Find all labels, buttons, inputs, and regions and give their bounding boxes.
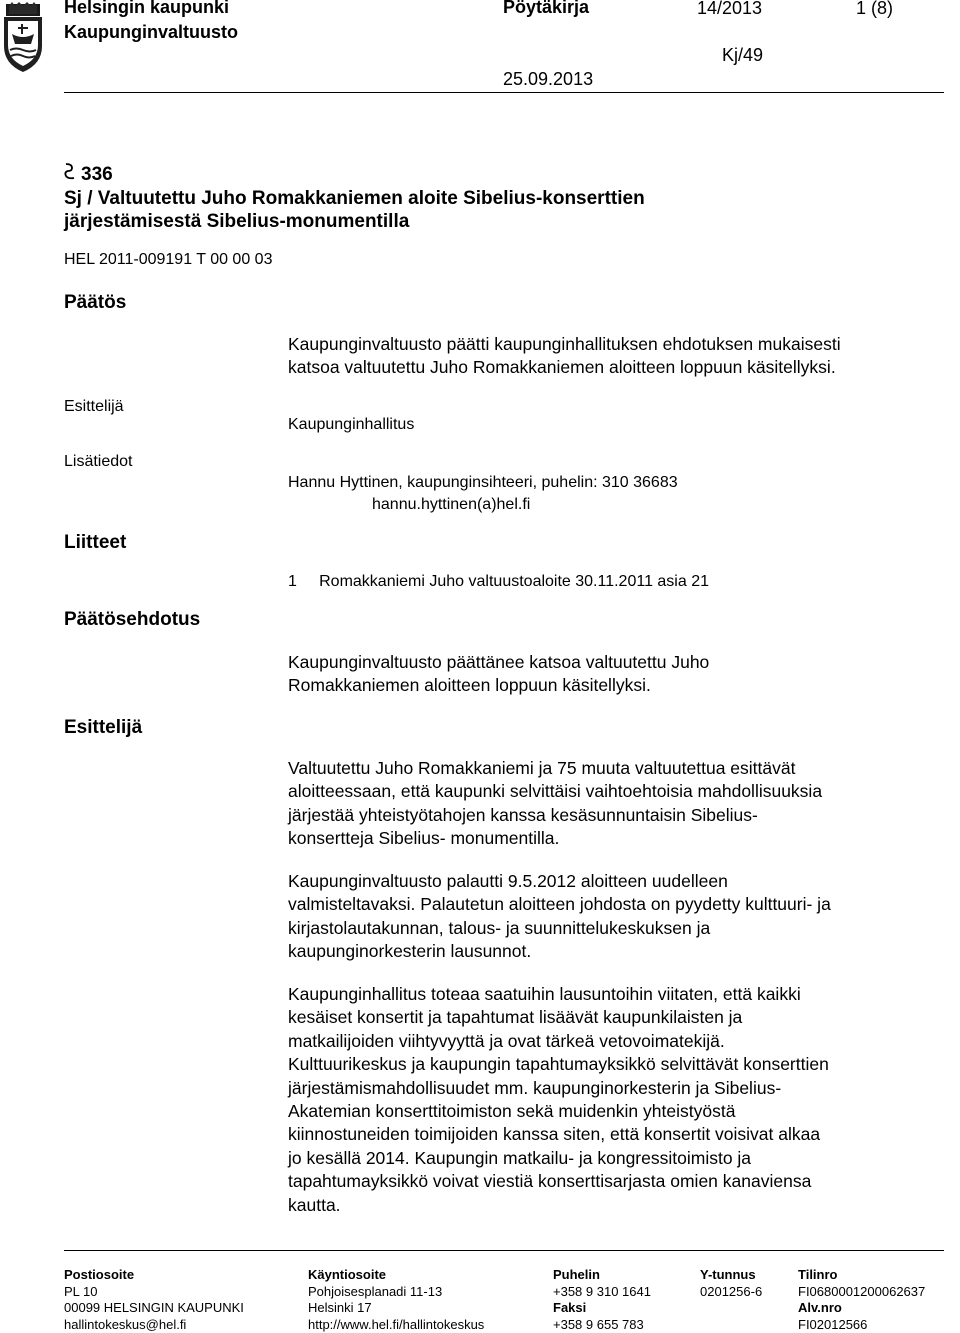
footer-value: +358 9 310 1641 xyxy=(553,1284,651,1301)
presenter-name: Kaupunginhallitus xyxy=(288,416,414,434)
body-line: kaupunginorkesterin lausunnot. xyxy=(288,940,948,963)
footer-label: Puhelin xyxy=(553,1267,651,1284)
org-name: Helsingin kaupunki xyxy=(64,0,229,18)
footer-label: Käyntiosoite xyxy=(308,1267,484,1284)
body-line: järjestämismahdollisuudet mm. kaupunginorkesterin ja Sibelius- xyxy=(288,1077,948,1100)
footer-email-link[interactable]: hallintokeskus@hel.fi xyxy=(64,1317,244,1333)
presenter-heading: Esittelijä xyxy=(64,717,142,739)
body-paragraph-1 xyxy=(288,757,948,851)
proposal-text-line: Romakkaniemen aloitteen loppuun käsitellyksi. xyxy=(288,674,948,697)
proposal-text-line: Kaupunginvaltuusto päättänee katsoa valtuutettu Juho xyxy=(288,651,948,674)
footer-postal xyxy=(64,1267,244,1333)
attachment-link[interactable]: 1 Romakkaniemi Juho valtuustoaloite 30.11.2011 asia 21 xyxy=(288,573,709,591)
footer-value: +358 9 655 783 xyxy=(553,1317,651,1333)
body-paragraph-2 xyxy=(288,870,948,964)
footer-label: Alv.nro xyxy=(798,1300,925,1317)
body-line: aloitteessaan, että kaupunki selvittäisi vaihtoehtoisia mahdollisuuksia xyxy=(288,780,948,803)
item-title-line-1: Sj / Valtuutettu Juho Romakkaniemen aloite Sibelius-konserttien xyxy=(64,188,645,210)
body-line: Kaupunginvaltuusto palautti 9.5.2012 aloitteen uudelleen xyxy=(288,870,948,893)
attachments-heading: Liitteet xyxy=(64,532,126,554)
footer-account xyxy=(798,1267,925,1333)
decision-text-line: katsoa valtuutettu Juho Romakkaniemen aloitteen loppuun käsitellyksi. xyxy=(288,356,948,379)
footer-value: FI0680001200062637 xyxy=(798,1284,925,1301)
decision-heading: Päätös xyxy=(64,292,126,314)
footer-website-link[interactable]: http://www.hel.fi/hallintokeskus xyxy=(308,1317,484,1333)
body-line: jo kesällä 2014. Kaupungin matkailu- ja kongressitoimisto ja xyxy=(288,1147,948,1170)
body-line: valmisteltavaksi. Palautetun aloitteen johdosta on pyydetty kulttuuri- ja xyxy=(288,893,948,916)
section-marker-icon xyxy=(64,162,76,180)
body-line: Akatemian konserttitoimiston sekä muidenkin yhteistyöstä xyxy=(288,1100,948,1123)
body-line: kautta. xyxy=(288,1194,948,1217)
body-line: Kaupunginhallitus toteaa saatuihin lausuntoihin viitaten, että kaikki xyxy=(288,983,948,1006)
proposal-text xyxy=(288,651,948,698)
footer-value: 0201256-6 xyxy=(700,1284,762,1301)
item-title-line-2: järjestämisestä Sibelius-monumentilla xyxy=(64,211,409,233)
decision-text-line: Kaupunginvaltuusto päätti kaupunginhallituksen ehdotuksen mukaisesti xyxy=(288,333,948,356)
footer-business-id xyxy=(700,1267,762,1300)
meeting-date: 25.09.2013 xyxy=(503,69,593,90)
footer-label: Faksi xyxy=(553,1300,651,1317)
footer-visiting xyxy=(308,1267,484,1333)
decision-text xyxy=(288,333,948,380)
info-label: Lisätiedot xyxy=(64,453,133,471)
body-line: kirjastolautakunnan, talous- ja suunnittelukeskuksen ja xyxy=(288,917,948,940)
body-line: matkailijoiden viihtyvyyttä ja ovat tärkeä vetovoimatekijä. xyxy=(288,1030,948,1053)
footer-value: Pohjoisesplanadi 11-13 xyxy=(308,1284,484,1301)
body-line: kesäiset konsertit ja tapahtumat lisäävät kaupunkilaisten ja xyxy=(288,1006,948,1029)
proposal-heading: Päätösehdotus xyxy=(64,609,200,631)
page-number: 1 (8) xyxy=(856,0,893,19)
footer-phone xyxy=(553,1267,651,1333)
footer-value: FI02012566 xyxy=(798,1317,925,1333)
contact-person: Hannu Hyttinen, kaupunginsihteeri, puhelin: 310 36683 xyxy=(288,474,678,492)
body-name: Kaupunginvaltuusto xyxy=(64,22,238,43)
body-line: kiinnostuneiden toimijoiden kanssa siten, että konsertit voisivat alkaa xyxy=(288,1123,948,1146)
record-id: HEL 2011-009191 T 00 00 03 xyxy=(64,251,272,269)
doc-number: 14/2013 xyxy=(697,0,762,19)
body-line: järjestää yhteistyötahojen kanssa kesäsunnuntaisin Sibelius- xyxy=(288,804,948,827)
footer-label: Y-tunnus xyxy=(700,1267,762,1284)
footer-value: 00099 HELSINGIN KAUPUNKI xyxy=(64,1300,244,1317)
footer-label: Postiosoite xyxy=(64,1267,244,1284)
header-divider xyxy=(64,92,944,93)
helsinki-coat-of-arms-logo xyxy=(0,0,46,74)
contact-email: hannu.hyttinen(a)hel.fi xyxy=(372,496,530,514)
body-line: Valtuutettu Juho Romakkaniemi ja 75 muuta valtuutettua esittävät xyxy=(288,757,948,780)
body-line: Kulttuurikeskus ja kaupungin tapahtumayksikkö selvittävät konserttien xyxy=(288,1053,948,1076)
body-line: konsertteja Sibelius- monumentilla. xyxy=(288,827,948,850)
body-line: tapahtumayksikkö voivat viestiä konserttisarjasta omien kanaviensa xyxy=(288,1170,948,1193)
footer-value: PL 10 xyxy=(64,1284,244,1301)
item-number: 336 xyxy=(81,164,113,186)
body-paragraph-3 xyxy=(288,983,948,1217)
footer-value: Helsinki 17 xyxy=(308,1300,484,1317)
doc-type: Pöytäkirja xyxy=(503,0,589,18)
reference-code: Kj/49 xyxy=(722,45,763,66)
footer-divider xyxy=(64,1250,944,1251)
footer-label: Tilinro xyxy=(798,1267,925,1284)
presenter-label: Esittelijä xyxy=(64,398,124,416)
